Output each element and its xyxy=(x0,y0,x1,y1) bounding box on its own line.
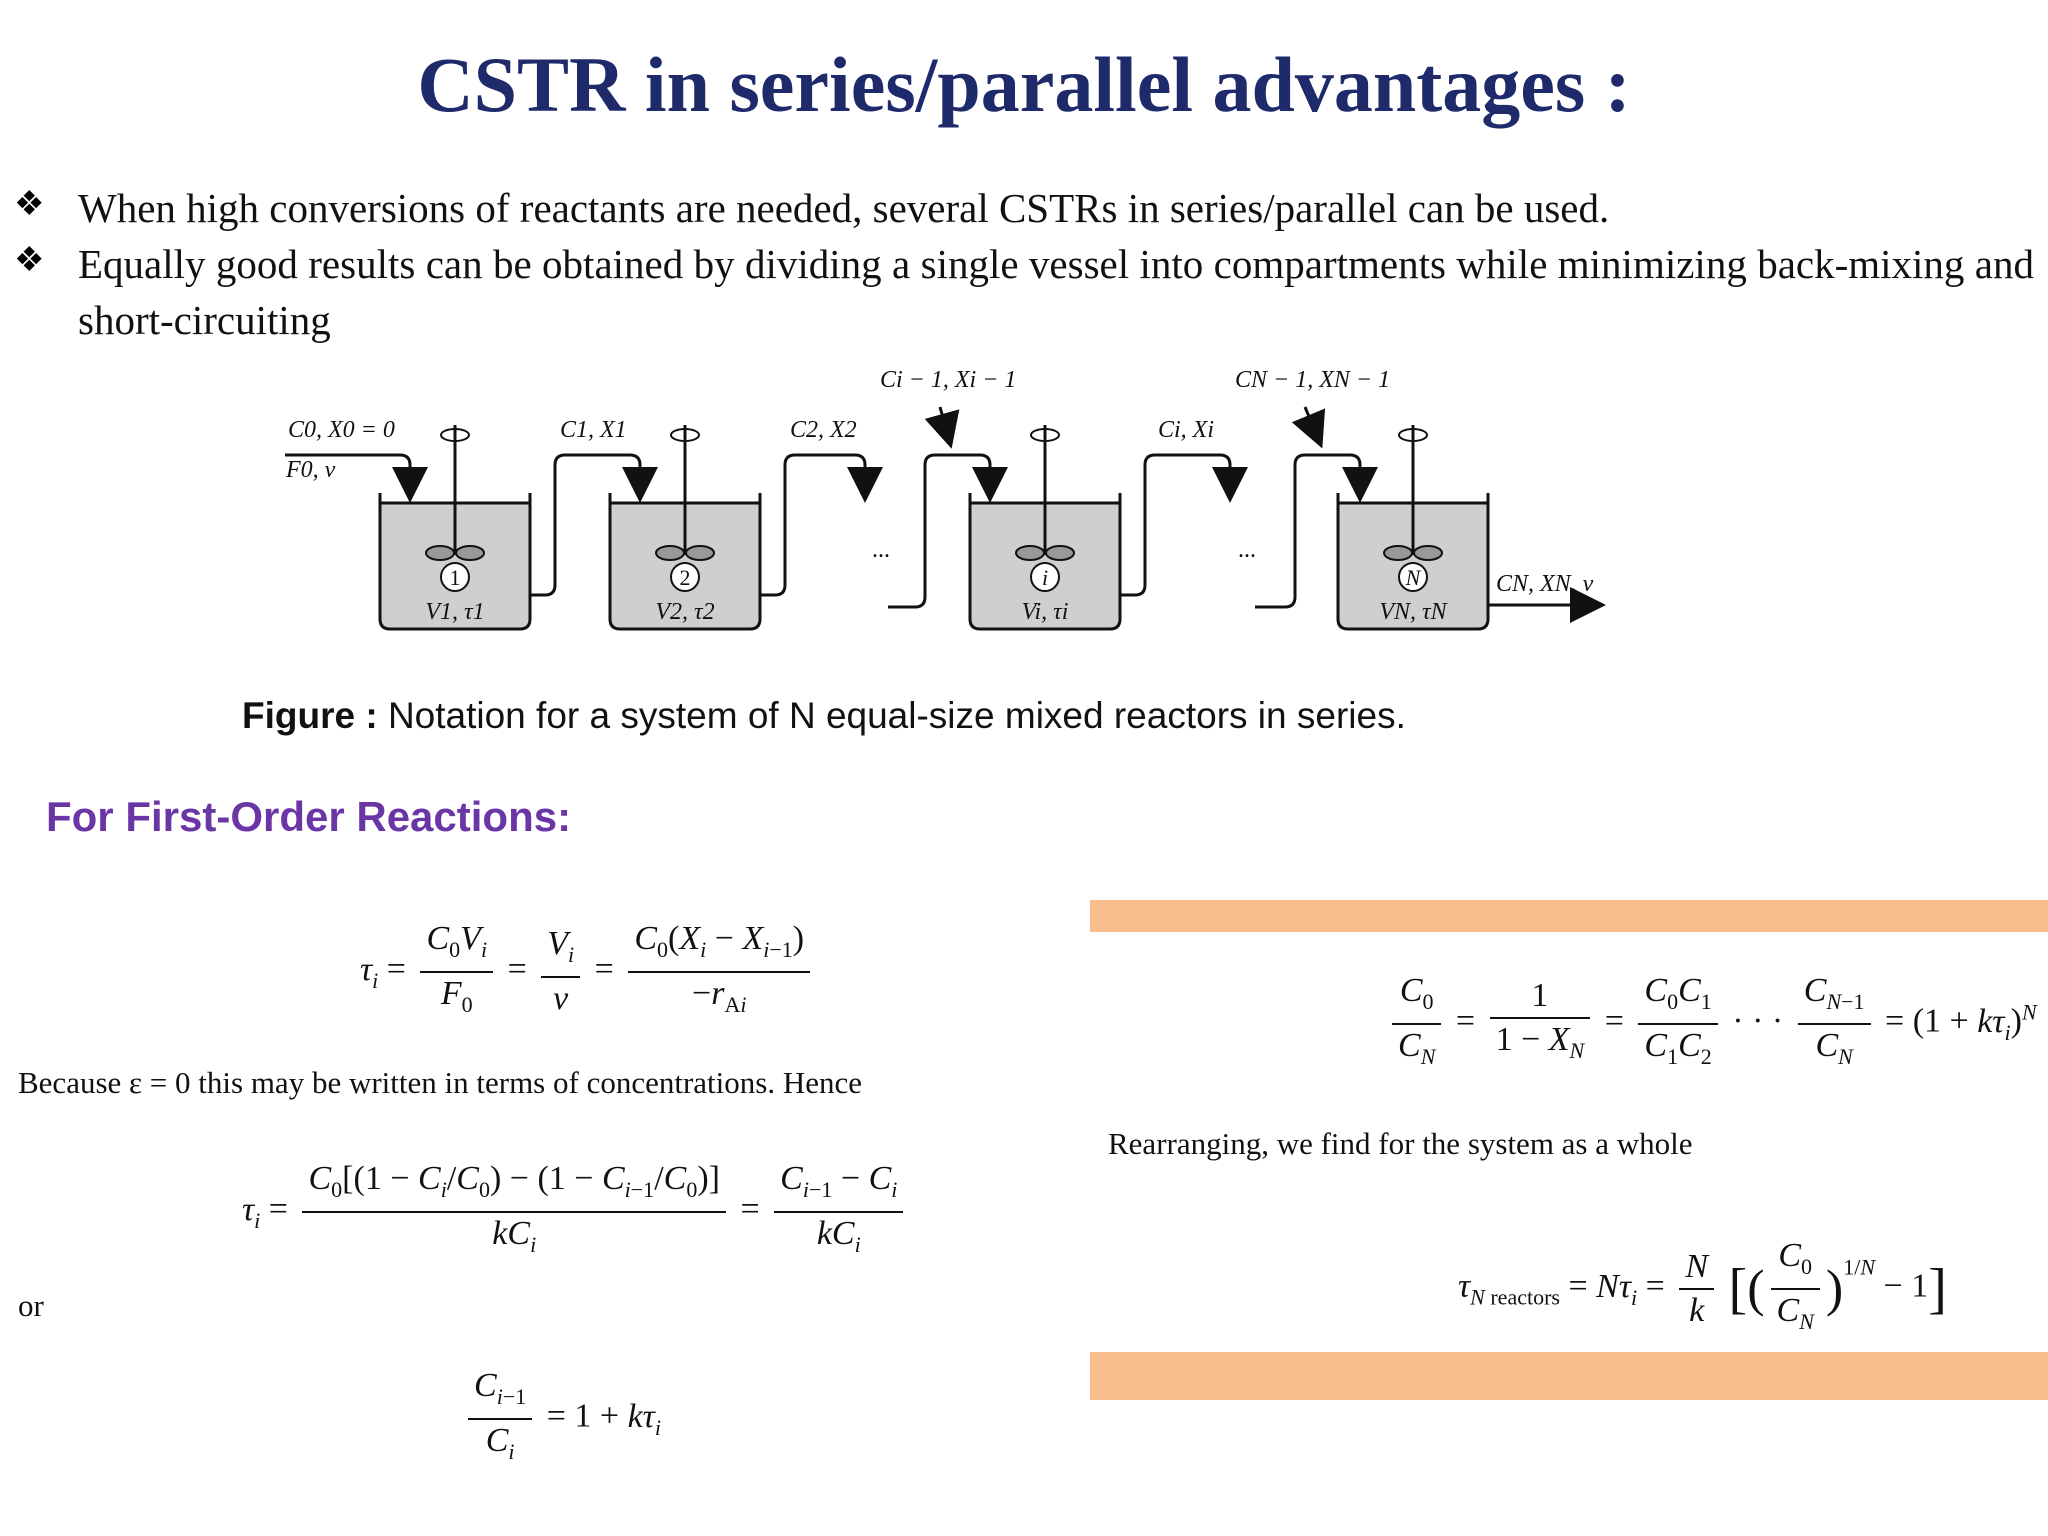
section-heading: For First-Order Reactions: xyxy=(46,793,572,840)
rearranging-text: Rearranging, we find for the system as a whole xyxy=(1108,1126,1693,1161)
figure-caption xyxy=(242,695,1406,737)
stream-i-minus-1-label: Ci − 1, Xi − 1 xyxy=(880,367,1017,393)
slide-title: CSTR in series/parallel advantages : xyxy=(417,41,1631,128)
ellipsis-1: ... xyxy=(872,537,890,563)
tank-1-volume: V1, τ1 xyxy=(425,599,485,625)
tank-n-volume: VN, τN xyxy=(1379,599,1447,625)
stream-n-minus-1-label: CN − 1, XN − 1 xyxy=(1235,367,1391,393)
bullet-item xyxy=(14,236,2034,348)
highlight-band-top xyxy=(1090,900,2048,932)
ellipsis-2: ... xyxy=(1238,537,1256,563)
highlight-band-bottom xyxy=(1090,1352,2048,1400)
bullet-list xyxy=(14,180,2034,348)
diamond-bullet-icon: ❖ xyxy=(14,186,45,223)
caption-text: Notation for a system of N equal-size mixed reactors in series. xyxy=(377,695,1406,736)
diamond-bullet-icon: ❖ xyxy=(14,242,45,279)
equation-concentrations: $\tau_i$ = $\frac{C_0[(1 - C_i/C_0) - (1 - C_{i-1}/C_0)]}{kC_i}$ = $\frac{C_{i-1} - C_i}{kC_i}$ xyxy=(242,1158,909,1266)
equation-ratio: $\frac{C_{i-1}}{C_i}$ = $1 + k\tau_i$ xyxy=(462,1365,661,1473)
outlet-label: CN, XN, v xyxy=(1496,571,1594,597)
equation-total-space-time: $\tau_{N reactors} = N\tau_i$ = $\frac{N}{k}$ [( $\frac{C_0}{C_N}$ )$^{1/N}$ − 1] xyxy=(1458,1237,1947,1334)
caption-label: Figure : xyxy=(242,695,378,736)
tank-n-number: N xyxy=(1405,565,1421,590)
stream-2-label: C2, X2 xyxy=(790,417,857,443)
tank-2-volume: V2, τ2 xyxy=(655,599,715,625)
equation-space-time: $\tau_i$ = $\frac{C_0V_i}{F_0}$ = $\frac{V_i}{v}$ = $\frac{C_0(X_i - X_{i-1})}{-r_{Ai}}$ xyxy=(360,918,816,1026)
bullet-text: Equally good results can be obtained by dividing a single vessel into compartments while minimizing back-mixing and short-circuiting xyxy=(78,241,2034,343)
inlet-flow-label: F0, v xyxy=(286,457,336,483)
or-text: or xyxy=(18,1288,44,1323)
bullet-item xyxy=(14,180,2034,236)
equation-overall-ratio: $\frac{C_0}{C_N}$ = $\frac{1}{1 - X_N}$ = $\frac{C_0C_1}{C_1C_2}$ · · · $\frac{C_{N-1}}{C_N}$ = $(1 + k\tau_i)^N$ xyxy=(1386,970,2037,1078)
tank-1-number: 1 xyxy=(449,565,461,590)
reactors-in-series-diagram xyxy=(260,355,1640,655)
bullet-text: When high conversions of reactants are needed, several CSTRs in series/parallel can be used. xyxy=(78,185,1610,231)
stream-i-label: Ci, Xi xyxy=(1158,417,1215,443)
tank-2-number: 2 xyxy=(679,565,691,590)
tank-i-volume: Vi, τi xyxy=(1021,599,1069,625)
tank-i-number: i xyxy=(1041,565,1049,590)
inlet-label: C0, X0 = 0 xyxy=(288,417,395,443)
because-text: Because ε = 0 this may be written in terms of concentrations. Hence xyxy=(18,1065,862,1100)
stream-1-label: C1, X1 xyxy=(560,417,627,443)
